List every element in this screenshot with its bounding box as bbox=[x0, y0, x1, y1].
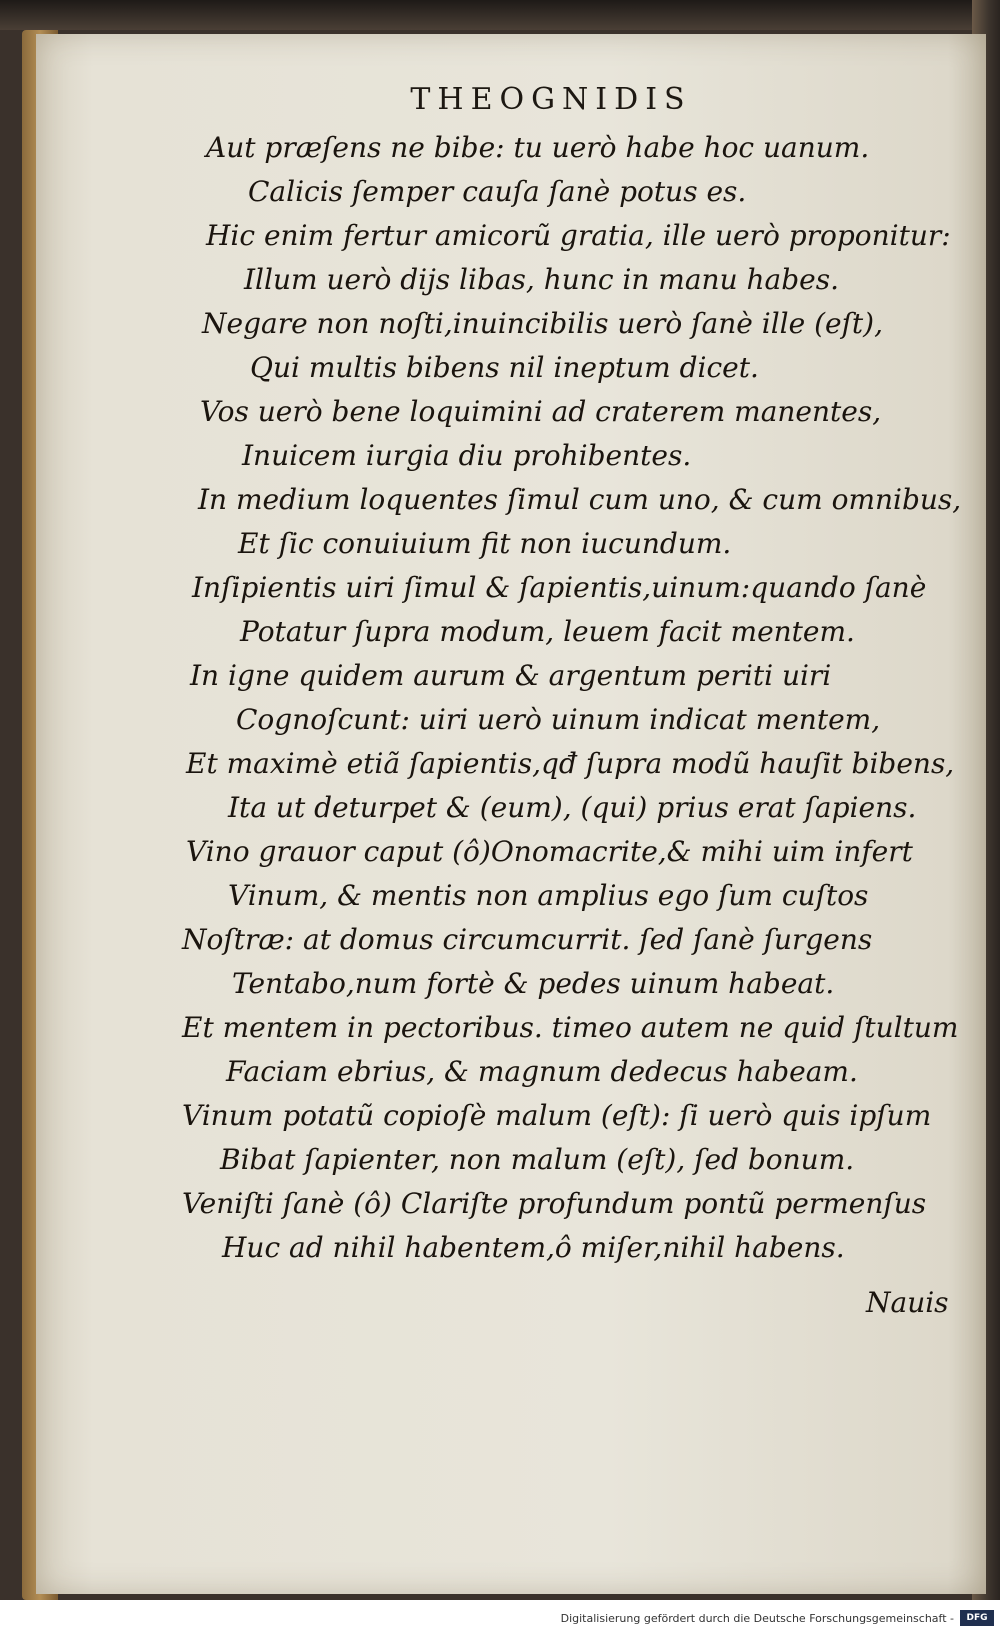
verse-line: Veniſti ſanè (ô) Clariſte profundum pontũ permenſus bbox=[182, 1187, 927, 1220]
verse-line: Vinum potatũ copioſè malum (eſt): ſi uerò quis ipſum bbox=[182, 1099, 932, 1132]
verse-line: Tentabo,num fortè & pedes uinum habeat. bbox=[232, 967, 835, 1000]
verse-line: Et mentem in pectoribus. timeo autem ne quid ſtultum bbox=[182, 1011, 959, 1044]
verse-line: Inuicem iurgia diu prohibentes. bbox=[242, 439, 692, 472]
verse-line: Inſipientis uiri ſimul & ſapientis,uinum:quando ſanè bbox=[192, 571, 927, 604]
verse-line: Faciam ebrius, & magnum dedecus habeam. bbox=[226, 1055, 858, 1088]
verse-line: Ita ut deturpet & (eum), (qui) prius erat ſapiens. bbox=[228, 791, 917, 824]
verse-line: Aut præſens ne bibe: tu uerò habe hoc uanum. bbox=[206, 131, 870, 164]
verse-line: Vino grauor caput (ô)Onomacrite,& mihi uim infert bbox=[186, 835, 913, 868]
verse-line: Hic enim fertur amicorũ gratia, ille uerò proponitur: bbox=[206, 219, 951, 252]
verse-line: In medium loquentes ſimul cum uno, & cum omnibus, bbox=[198, 483, 962, 516]
verse-line: Cognoſcunt: uiri uerò uinum indicat mentem, bbox=[236, 703, 881, 736]
verse-line: Noſtræ: at domus circumcurrit. ſed ſanè ſurgens bbox=[182, 923, 873, 956]
verse-line: Et maximè etiã ſapientis,qđ ſupra modũ hauſit bibens, bbox=[186, 747, 955, 780]
book-page bbox=[36, 34, 986, 1594]
verse-line: Vinum, & mentis non amplius ego ſum cuſtos bbox=[228, 879, 869, 912]
verse-line: Calicis ſemper cauſa ſanè potus es. bbox=[248, 175, 747, 208]
top-edge bbox=[0, 0, 1000, 30]
dfg-logo-icon: DFG bbox=[960, 1610, 994, 1626]
verse-line: Huc ad nihil habentem,ô miſer,nihil habens. bbox=[222, 1231, 845, 1264]
verse-line: Qui multis bibens nil ineptum dicet. bbox=[250, 351, 759, 384]
running-header: THEOGNIDIS bbox=[410, 82, 692, 117]
verse-line: Potatur ſupra modum, leuem facit mentem. bbox=[240, 615, 855, 648]
verse-line: Negare non noſti,inuincibilis uerò ſanè ille (eſt), bbox=[202, 307, 884, 340]
catchword: Nauis bbox=[866, 1286, 949, 1319]
verse-line: Illum uerò dijs libas, hunc in manu habes. bbox=[244, 263, 839, 296]
footer-bar bbox=[0, 1600, 1000, 1640]
verse-line: Vos uerò bene loquimini ad craterem manentes, bbox=[200, 395, 882, 428]
verse-line: In igne quidem aurum & argentum periti uiri bbox=[190, 659, 832, 692]
funding-notice: Digitalisierung gefördert durch die Deutsche Forschungsgemeinschaft - bbox=[560, 1612, 954, 1625]
verse-line: Bibat ſapienter, non malum (eſt), ſed bonum. bbox=[220, 1143, 855, 1176]
verse-line: Et ſic conuiuium fit non iucundum. bbox=[238, 527, 732, 560]
